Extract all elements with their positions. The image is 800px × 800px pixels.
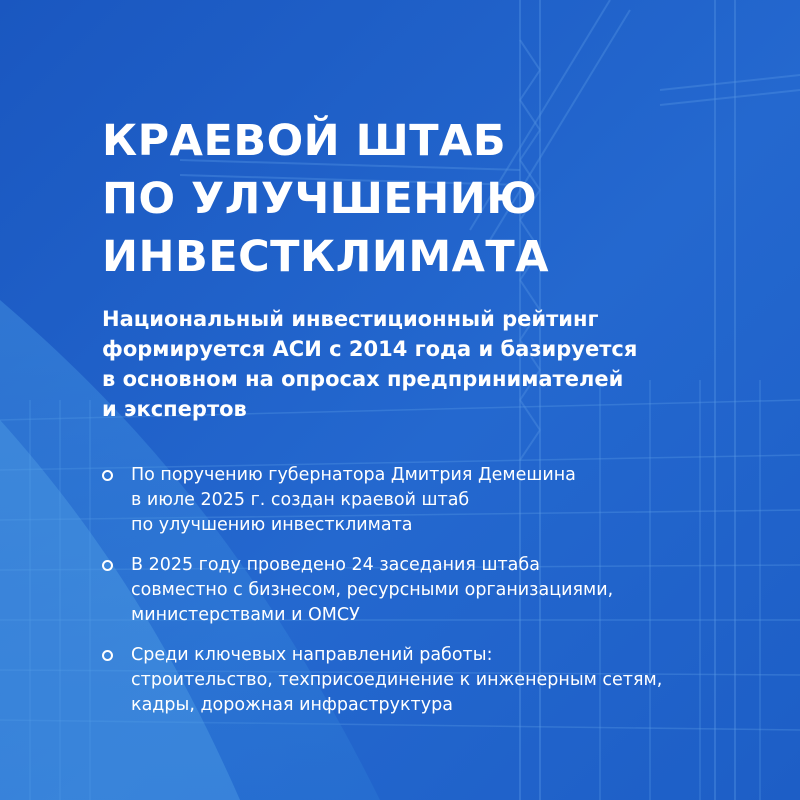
list-item bbox=[102, 463, 722, 538]
subtitle-line: и экспертов bbox=[102, 397, 247, 421]
subtitle-line: формируется АСИ с 2014 года и базируется bbox=[102, 337, 638, 361]
list-item-line: по улучшению инвестклимата bbox=[131, 515, 413, 535]
list-item-line: По поручению губернатора Дмитрия Демешина bbox=[131, 465, 576, 485]
page-title bbox=[102, 112, 662, 286]
list-item-line: строительство, техприсоединение к инженерным сетям, bbox=[131, 670, 663, 690]
title-line: ПО УЛУЧШЕНИЮ bbox=[102, 174, 538, 224]
subtitle bbox=[102, 304, 702, 424]
list-item-line: Среди ключевых направлений работы: bbox=[131, 645, 493, 665]
list-item bbox=[102, 553, 722, 628]
circle-bullet-icon bbox=[102, 470, 113, 481]
list-item-line: кадры, дорожная инфраструктура bbox=[131, 695, 453, 715]
list-item-line: министерствами и ОМСУ bbox=[131, 605, 360, 625]
subtitle-line: Национальный инвестиционный рейтинг bbox=[102, 307, 599, 331]
subtitle-line: в основном на опросах предпринимателей bbox=[102, 367, 624, 391]
title-line: КРАЕВОЙ ШТАБ bbox=[102, 116, 507, 166]
circle-bullet-icon bbox=[102, 650, 113, 661]
bullet-list bbox=[102, 463, 722, 733]
circle-bullet-icon bbox=[102, 560, 113, 571]
list-item-line: совместно с бизнесом, ресурсными организациями, bbox=[131, 580, 614, 600]
list-item-line: В 2025 году проведено 24 заседания штаба bbox=[131, 555, 540, 575]
list-item-line: в июле 2025 г. создан краевой штаб bbox=[131, 490, 470, 510]
title-line: ИНВЕСТКЛИМАТА bbox=[102, 232, 550, 282]
list-item bbox=[102, 643, 722, 718]
